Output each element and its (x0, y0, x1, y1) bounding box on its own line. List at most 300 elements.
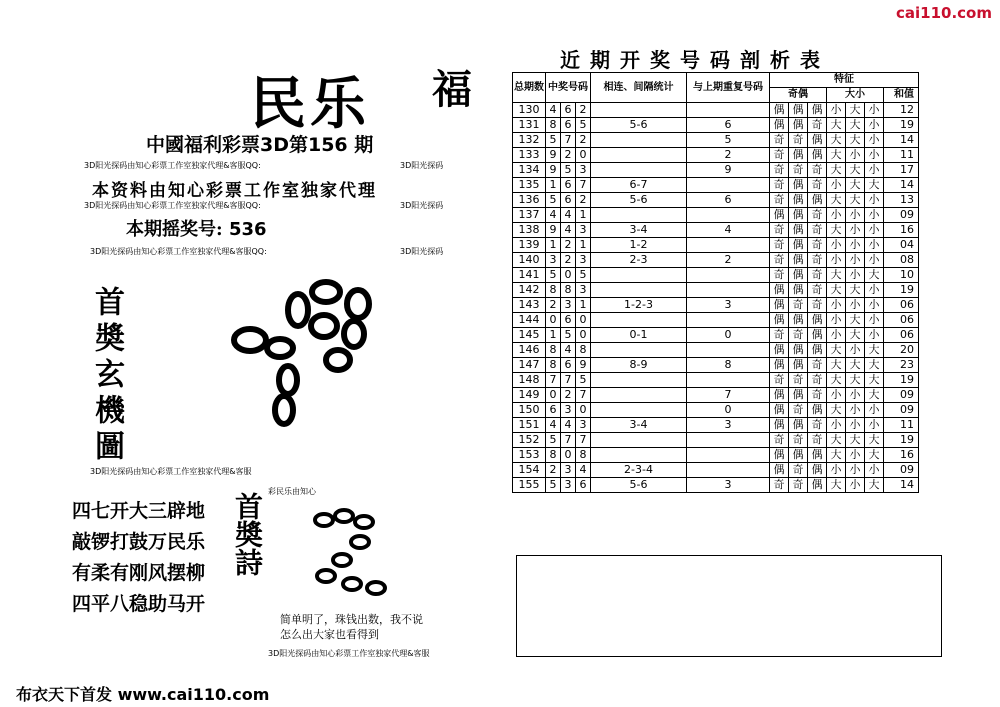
bigsmall-cell: 大 (846, 283, 865, 298)
span-cell (591, 313, 687, 328)
bigsmall-cell: 大 (846, 103, 865, 118)
bigsmall-cell: 小 (865, 238, 884, 253)
issue-cell: 136 (513, 193, 546, 208)
digit-cell: 5 (576, 118, 591, 133)
microtext-line: 3D阳光探码由知心彩票工作室独家代理&客服QQ: (84, 161, 261, 170)
jixuan-title: 首奬玄機圖 (89, 286, 124, 466)
issue-cell: 147 (513, 358, 546, 373)
bigsmall-cell: 大 (827, 133, 846, 148)
repeat-cell (687, 178, 770, 193)
oddeven-cell: 奇 (789, 373, 808, 388)
oddeven-cell: 偶 (808, 148, 827, 163)
span-cell: 5-6 (591, 193, 687, 208)
sum-cell: 14 (884, 178, 919, 193)
oddeven-cell: 偶 (789, 178, 808, 193)
table-row (513, 208, 919, 223)
digit-cell: 4 (576, 463, 591, 478)
oddeven-cell: 奇 (808, 223, 827, 238)
issue-cell: 154 (513, 463, 546, 478)
oddeven-cell: 奇 (808, 388, 827, 403)
oddeven-cell: 奇 (808, 253, 827, 268)
agent-line: 本资料由知心彩票工作室独家代理 (92, 181, 377, 201)
digit-cell: 0 (576, 403, 591, 418)
sum-cell: 11 (884, 148, 919, 163)
oddeven-cell: 偶 (770, 358, 789, 373)
digit-cell: 6 (546, 403, 561, 418)
issue-cell: 142 (513, 283, 546, 298)
oddeven-cell: 偶 (789, 313, 808, 328)
oddeven-cell: 奇 (770, 253, 789, 268)
digit-cell: 0 (576, 148, 591, 163)
sum-cell: 16 (884, 448, 919, 463)
issue-cell: 155 (513, 478, 546, 493)
bigsmall-cell: 小 (846, 478, 865, 493)
issue-cell: 143 (513, 298, 546, 313)
repeat-cell: 8 (687, 358, 770, 373)
span-cell (591, 283, 687, 298)
oddeven-cell: 偶 (770, 313, 789, 328)
bigsmall-cell: 大 (827, 223, 846, 238)
digit-cell: 0 (576, 313, 591, 328)
sum-cell: 08 (884, 253, 919, 268)
digit-cell: 2 (561, 238, 576, 253)
sum-cell: 12 (884, 103, 919, 118)
issue-cell: 152 (513, 433, 546, 448)
oddeven-cell: 奇 (770, 148, 789, 163)
digit-cell: 3 (561, 478, 576, 493)
repeat-cell (687, 238, 770, 253)
digit-cell: 3 (576, 253, 591, 268)
table-row (513, 418, 919, 433)
span-cell: 3-4 (591, 418, 687, 433)
sum-cell: 06 (884, 298, 919, 313)
bigsmall-cell: 大 (865, 178, 884, 193)
bigsmall-cell: 小 (865, 418, 884, 433)
header-number: 中奖号码 (546, 73, 591, 103)
bigsmall-cell: 小 (827, 253, 846, 268)
microtext-line: 3D阳光探码 (400, 201, 444, 210)
bigsmall-cell: 大 (827, 163, 846, 178)
oddeven-cell: 奇 (770, 238, 789, 253)
digit-cell: 7 (561, 133, 576, 148)
repeat-cell (687, 103, 770, 118)
digit-cell: 8 (561, 283, 576, 298)
digit-cell: 3 (561, 298, 576, 313)
repeat-cell (687, 463, 770, 478)
repeat-cell: 6 (687, 193, 770, 208)
issue-cell: 153 (513, 448, 546, 463)
span-cell (591, 403, 687, 418)
digit-cell: 9 (576, 358, 591, 373)
oddeven-cell: 奇 (770, 373, 789, 388)
digit-cell: 5 (561, 163, 576, 178)
bigsmall-cell: 小 (827, 208, 846, 223)
bigsmall-cell: 小 (865, 103, 884, 118)
span-cell: 0-1 (591, 328, 687, 343)
poem-line: 四七开大三辟地 (72, 500, 206, 522)
digit-cell: 3 (576, 283, 591, 298)
oddeven-cell: 偶 (808, 403, 827, 418)
oddeven-cell: 偶 (789, 343, 808, 358)
issue-cell: 139 (513, 238, 546, 253)
bigsmall-cell: 大 (846, 133, 865, 148)
oddeven-cell: 偶 (808, 328, 827, 343)
oddeven-cell: 奇 (789, 433, 808, 448)
oddeven-cell: 奇 (808, 268, 827, 283)
issue-cell: 134 (513, 163, 546, 178)
sum-cell: 14 (884, 133, 919, 148)
span-cell (591, 373, 687, 388)
digit-cell: 2 (576, 193, 591, 208)
oddeven-cell: 偶 (770, 388, 789, 403)
oddeven-cell: 奇 (808, 358, 827, 373)
span-cell (591, 343, 687, 358)
oddeven-cell: 奇 (808, 238, 827, 253)
issue-cell: 131 (513, 118, 546, 133)
footer-line: 布衣天下首发 www.cai110.com (16, 685, 270, 704)
microtext-line: 3D阳光探码 (400, 247, 444, 256)
oddeven-cell: 偶 (789, 208, 808, 223)
oddeven-cell: 偶 (808, 478, 827, 493)
table-row (513, 223, 919, 238)
table-row (513, 403, 919, 418)
digit-cell: 8 (546, 448, 561, 463)
header-oddeven: 奇偶 (770, 88, 827, 103)
table-row (513, 178, 919, 193)
oddeven-cell: 奇 (808, 208, 827, 223)
digit-cell: 8 (546, 343, 561, 358)
table-row (513, 433, 919, 448)
oddeven-cell: 奇 (789, 403, 808, 418)
oddeven-cell: 奇 (808, 418, 827, 433)
span-cell (591, 133, 687, 148)
bigsmall-cell: 小 (846, 448, 865, 463)
repeat-cell (687, 448, 770, 463)
repeat-cell: 0 (687, 328, 770, 343)
bigsmall-cell: 小 (846, 238, 865, 253)
bigsmall-cell: 大 (827, 403, 846, 418)
draw-label: 本期摇奖号: (126, 219, 223, 240)
digit-cell: 8 (576, 448, 591, 463)
oddeven-cell: 偶 (770, 448, 789, 463)
header-repeat: 与上期重复号码 (687, 73, 770, 103)
sum-cell: 10 (884, 268, 919, 283)
oddeven-cell: 偶 (789, 148, 808, 163)
bigsmall-cell: 大 (846, 433, 865, 448)
poem-block (72, 496, 205, 620)
bigsmall-cell: 小 (827, 328, 846, 343)
sum-cell: 14 (884, 478, 919, 493)
bigsmall-cell: 小 (846, 343, 865, 358)
history-table (512, 72, 919, 493)
digit-cell: 4 (546, 208, 561, 223)
table-row (513, 463, 919, 478)
digit-cell: 6 (561, 313, 576, 328)
bigsmall-cell: 大 (865, 373, 884, 388)
oddeven-cell: 偶 (770, 343, 789, 358)
repeat-cell (687, 283, 770, 298)
oddeven-cell: 偶 (789, 283, 808, 298)
oddeven-cell: 奇 (789, 163, 808, 178)
bigsmall-cell: 小 (865, 193, 884, 208)
oddeven-cell: 偶 (789, 103, 808, 118)
oddeven-cell: 奇 (808, 163, 827, 178)
bigsmall-cell: 小 (827, 418, 846, 433)
table-row (513, 148, 919, 163)
oddeven-cell: 偶 (789, 268, 808, 283)
bead-2-picture (312, 508, 412, 598)
poem-line: 有柔有刚风摆柳 (72, 562, 206, 584)
digit-cell: 4 (561, 208, 576, 223)
digit-cell: 0 (561, 448, 576, 463)
span-cell: 1-2 (591, 238, 687, 253)
oddeven-cell: 偶 (789, 418, 808, 433)
digit-cell: 4 (546, 103, 561, 118)
table-row (513, 163, 919, 178)
table-row (513, 373, 919, 388)
repeat-cell (687, 343, 770, 358)
digit-cell: 7 (576, 178, 591, 193)
table-row (513, 268, 919, 283)
repeat-cell: 5 (687, 133, 770, 148)
digit-cell: 2 (561, 148, 576, 163)
oddeven-cell: 偶 (770, 118, 789, 133)
bigsmall-cell: 大 (827, 268, 846, 283)
bigsmall-cell: 小 (865, 298, 884, 313)
table-row (513, 118, 919, 133)
table-row (513, 388, 919, 403)
bigsmall-cell: 小 (846, 388, 865, 403)
span-cell: 2-3 (591, 253, 687, 268)
sum-cell: 16 (884, 223, 919, 238)
digit-cell: 5 (546, 433, 561, 448)
oddeven-cell: 奇 (770, 193, 789, 208)
digit-cell: 7 (546, 373, 561, 388)
digit-cell: 2 (546, 298, 561, 313)
digit-cell: 6 (576, 478, 591, 493)
bigsmall-cell: 小 (865, 148, 884, 163)
repeat-cell (687, 373, 770, 388)
oddeven-cell: 偶 (808, 133, 827, 148)
digit-cell: 3 (576, 163, 591, 178)
bigsmall-cell: 小 (846, 463, 865, 478)
bigsmall-cell: 大 (865, 433, 884, 448)
oddeven-cell: 偶 (808, 463, 827, 478)
bigsmall-cell: 大 (846, 313, 865, 328)
digit-cell: 3 (576, 223, 591, 238)
span-cell (591, 103, 687, 118)
table-row (513, 448, 919, 463)
oddeven-cell: 偶 (808, 313, 827, 328)
repeat-cell: 2 (687, 148, 770, 163)
bigsmall-cell: 大 (865, 448, 884, 463)
digit-cell: 8 (576, 343, 591, 358)
bigsmall-cell: 大 (865, 358, 884, 373)
bigsmall-cell: 小 (846, 253, 865, 268)
digit-cell: 9 (546, 223, 561, 238)
sum-cell: 20 (884, 343, 919, 358)
bigsmall-cell: 大 (846, 373, 865, 388)
digit-cell: 0 (576, 328, 591, 343)
span-cell (591, 148, 687, 163)
oddeven-cell: 奇 (808, 298, 827, 313)
issue-cell: 148 (513, 373, 546, 388)
oddeven-cell: 奇 (770, 433, 789, 448)
digit-cell: 5 (546, 193, 561, 208)
site-watermark: cai110.com (896, 4, 992, 22)
microtext-line: 彩民乐由知心 (268, 487, 316, 496)
bigsmall-cell: 大 (846, 178, 865, 193)
repeat-cell: 2 (687, 253, 770, 268)
table-row (513, 358, 919, 373)
bigsmall-cell: 小 (846, 223, 865, 238)
fu-emblem: 福 (432, 66, 472, 113)
note-line: 简单明了，珠钱出数，我不说 (280, 613, 423, 626)
digit-cell: 7 (561, 433, 576, 448)
issue-cell: 138 (513, 223, 546, 238)
oddeven-cell: 奇 (770, 163, 789, 178)
bigsmall-cell: 大 (827, 283, 846, 298)
issue-cell: 141 (513, 268, 546, 283)
bigsmall-cell: 大 (865, 343, 884, 358)
digit-cell: 9 (546, 148, 561, 163)
bigsmall-cell: 小 (846, 418, 865, 433)
sum-cell: 23 (884, 358, 919, 373)
digit-cell: 0 (561, 268, 576, 283)
oddeven-cell: 奇 (789, 478, 808, 493)
digit-cell: 6 (561, 118, 576, 133)
bigsmall-cell: 小 (865, 163, 884, 178)
oddeven-cell: 奇 (770, 268, 789, 283)
sum-cell: 19 (884, 433, 919, 448)
oddeven-cell: 奇 (808, 433, 827, 448)
table-title: 近期开奖号码剖析表 (560, 48, 830, 72)
digit-cell: 1 (546, 178, 561, 193)
oddeven-cell: 偶 (770, 298, 789, 313)
sum-cell: 09 (884, 403, 919, 418)
table-row (513, 313, 919, 328)
oddeven-cell: 偶 (770, 463, 789, 478)
repeat-cell: 3 (687, 298, 770, 313)
bigsmall-cell: 大 (865, 388, 884, 403)
bigsmall-cell: 大 (827, 478, 846, 493)
bigsmall-cell: 小 (827, 103, 846, 118)
sum-cell: 19 (884, 373, 919, 388)
digit-cell: 3 (561, 463, 576, 478)
table-row (513, 238, 919, 253)
digit-cell: 1 (576, 298, 591, 313)
bigsmall-cell: 大 (827, 193, 846, 208)
digit-cell: 5 (546, 268, 561, 283)
header-bigsmall: 大小 (827, 88, 884, 103)
issue-cell: 135 (513, 178, 546, 193)
oddeven-cell: 偶 (808, 448, 827, 463)
digit-cell: 7 (561, 373, 576, 388)
bigsmall-cell: 小 (865, 283, 884, 298)
issue-cell: 150 (513, 403, 546, 418)
sum-cell: 17 (884, 163, 919, 178)
bigsmall-cell: 小 (827, 388, 846, 403)
repeat-cell: 3 (687, 418, 770, 433)
digit-cell: 3 (561, 403, 576, 418)
span-cell (591, 268, 687, 283)
issue-cell: 144 (513, 313, 546, 328)
sum-cell: 11 (884, 418, 919, 433)
sum-cell: 09 (884, 208, 919, 223)
oddeven-cell: 奇 (808, 373, 827, 388)
digit-cell: 6 (561, 178, 576, 193)
digit-cell: 4 (561, 343, 576, 358)
sum-cell: 09 (884, 388, 919, 403)
digit-cell: 5 (576, 268, 591, 283)
digit-cell: 2 (546, 463, 561, 478)
bigsmall-cell: 小 (827, 463, 846, 478)
digit-cell: 5 (576, 373, 591, 388)
issue-title: 中國福利彩票3D第156 期 (146, 134, 374, 156)
oddeven-cell: 奇 (770, 328, 789, 343)
span-cell (591, 448, 687, 463)
digit-cell: 4 (546, 418, 561, 433)
oddeven-cell: 偶 (770, 103, 789, 118)
oddeven-cell: 偶 (789, 388, 808, 403)
repeat-cell: 9 (687, 163, 770, 178)
table-row (513, 298, 919, 313)
digit-cell: 1 (546, 238, 561, 253)
bigsmall-cell: 小 (827, 238, 846, 253)
microtext-line: 3D阳光探码 (400, 161, 444, 170)
digit-cell: 8 (546, 283, 561, 298)
sum-cell: 06 (884, 328, 919, 343)
bigsmall-cell: 大 (846, 328, 865, 343)
issue-cell: 130 (513, 103, 546, 118)
digit-cell: 9 (546, 163, 561, 178)
bigsmall-cell: 大 (827, 343, 846, 358)
span-cell: 3-4 (591, 223, 687, 238)
repeat-cell: 0 (687, 403, 770, 418)
digit-cell: 4 (561, 418, 576, 433)
oddeven-cell: 偶 (770, 403, 789, 418)
oddeven-cell: 奇 (808, 283, 827, 298)
poem-line: 四平八稳助马开 (72, 593, 206, 615)
span-cell: 1-2-3 (591, 298, 687, 313)
oddeven-cell: 偶 (808, 193, 827, 208)
digit-cell: 1 (576, 208, 591, 223)
sum-cell: 19 (884, 283, 919, 298)
digit-cell: 0 (546, 388, 561, 403)
bigsmall-cell: 大 (846, 358, 865, 373)
bigsmall-cell: 大 (865, 478, 884, 493)
issue-cell: 149 (513, 388, 546, 403)
digit-cell: 3 (546, 253, 561, 268)
digit-cell: 7 (576, 433, 591, 448)
oddeven-cell: 偶 (770, 208, 789, 223)
bigsmall-cell: 大 (865, 268, 884, 283)
digit-cell: 7 (576, 388, 591, 403)
issue-cell: 145 (513, 328, 546, 343)
bigsmall-cell: 小 (827, 298, 846, 313)
oddeven-cell: 偶 (789, 253, 808, 268)
oddeven-cell: 偶 (789, 193, 808, 208)
span-cell (591, 208, 687, 223)
repeat-cell: 7 (687, 388, 770, 403)
oddeven-cell: 偶 (789, 238, 808, 253)
oddeven-cell: 奇 (770, 178, 789, 193)
issue-cell: 140 (513, 253, 546, 268)
digit-cell: 1 (576, 238, 591, 253)
table-row (513, 328, 919, 343)
sum-cell: 13 (884, 193, 919, 208)
sum-cell: 06 (884, 313, 919, 328)
